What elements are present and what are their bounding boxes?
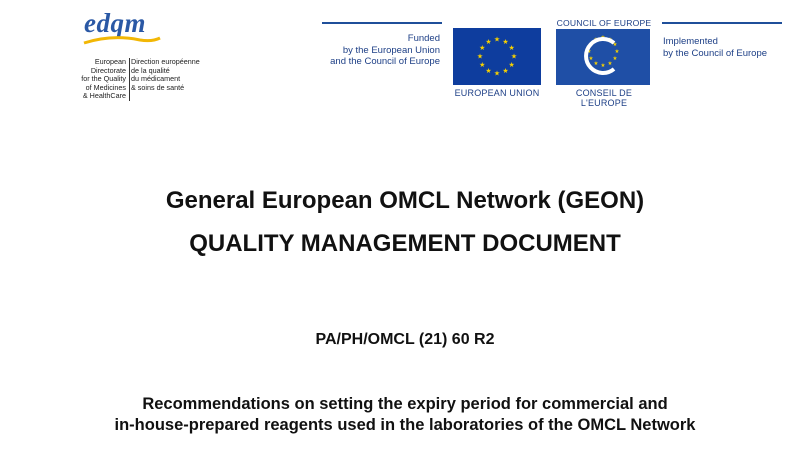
svg-text:★: ★ [502, 37, 509, 46]
svg-text:★: ★ [593, 61, 599, 67]
svg-text:★: ★ [479, 44, 486, 52]
edqm-swoosh-icon [82, 34, 162, 48]
eu-stars-icon [453, 28, 541, 85]
svg-text:★: ★ [479, 61, 486, 69]
svg-text:★: ★ [586, 49, 592, 55]
document-title-type: QUALITY MANAGEMENT DOCUMENT [189, 230, 621, 257]
implemented-line: Implemented [663, 36, 718, 47]
subtitle-line: in-house-prepared reagents used in the laboratories of the OMCL Network [114, 416, 696, 434]
document-subtitle [0, 394, 810, 436]
subtitle-line: Recommendations on setting the expiry period for commercial and [142, 395, 668, 413]
implemented-line: by the Council of Europe [663, 47, 768, 59]
eu-label: EUROPEAN UNION [454, 88, 540, 98]
svg-text:★: ★ [588, 56, 594, 62]
svg-text:★: ★ [612, 42, 618, 48]
implemented-by-text [663, 36, 803, 59]
edqm-fr-line: du médicament [131, 74, 181, 84]
funded-line: Funded [407, 33, 440, 44]
svg-text:★: ★ [502, 67, 509, 76]
edqm-en-line: of Medicines [85, 82, 126, 92]
svg-text:★: ★ [493, 35, 501, 44]
svg-text:★: ★ [593, 37, 599, 43]
edqm-name-english [64, 58, 130, 101]
funded-divider [322, 22, 442, 24]
svg-text:★: ★ [476, 52, 484, 61]
edqm-en-line: European Directorate [90, 57, 126, 75]
svg-text:★: ★ [600, 35, 606, 41]
edqm-fr-line: de la qualité [131, 65, 170, 75]
edqm-wordmark: edqm [84, 8, 146, 38]
svg-text:★: ★ [588, 42, 594, 48]
svg-text:★: ★ [493, 69, 501, 78]
edqm-en-line: & HealthCare [82, 91, 126, 101]
coe-logo [556, 29, 650, 85]
implemented-divider [662, 22, 782, 24]
document-title-network: General European OMCL Network (GEON) [165, 187, 645, 214]
coe-label-english: COUNCIL OF EUROPE [556, 18, 652, 28]
svg-text:★: ★ [612, 56, 618, 62]
svg-text:★: ★ [614, 49, 620, 55]
svg-text:★: ★ [485, 67, 492, 76]
edqm-name-french [131, 58, 201, 92]
coe-label-french: CONSEIL DE L'EUROPE [575, 88, 633, 108]
edqm-logo [62, 8, 202, 103]
eu-flag [453, 28, 541, 85]
edqm-fr-line: & soins de santé [131, 82, 185, 92]
svg-text:★: ★ [508, 44, 515, 52]
funded-by-text [300, 33, 440, 68]
svg-text:★: ★ [607, 37, 613, 43]
svg-text:★: ★ [485, 37, 492, 46]
coe-emblem-icon [556, 29, 650, 85]
funded-line: and the Council of Europe [330, 56, 440, 68]
document-reference: PA/PH/OMCL (21) 60 R2 [315, 331, 495, 348]
svg-text:★: ★ [600, 63, 606, 69]
svg-text:★: ★ [508, 61, 515, 69]
edqm-fr-line: Direction européenne [131, 57, 200, 66]
funded-line: by the European Union [342, 44, 440, 56]
svg-text:★: ★ [510, 52, 518, 61]
svg-text:★: ★ [607, 61, 613, 67]
edqm-en-line: for the Quality [81, 74, 126, 84]
